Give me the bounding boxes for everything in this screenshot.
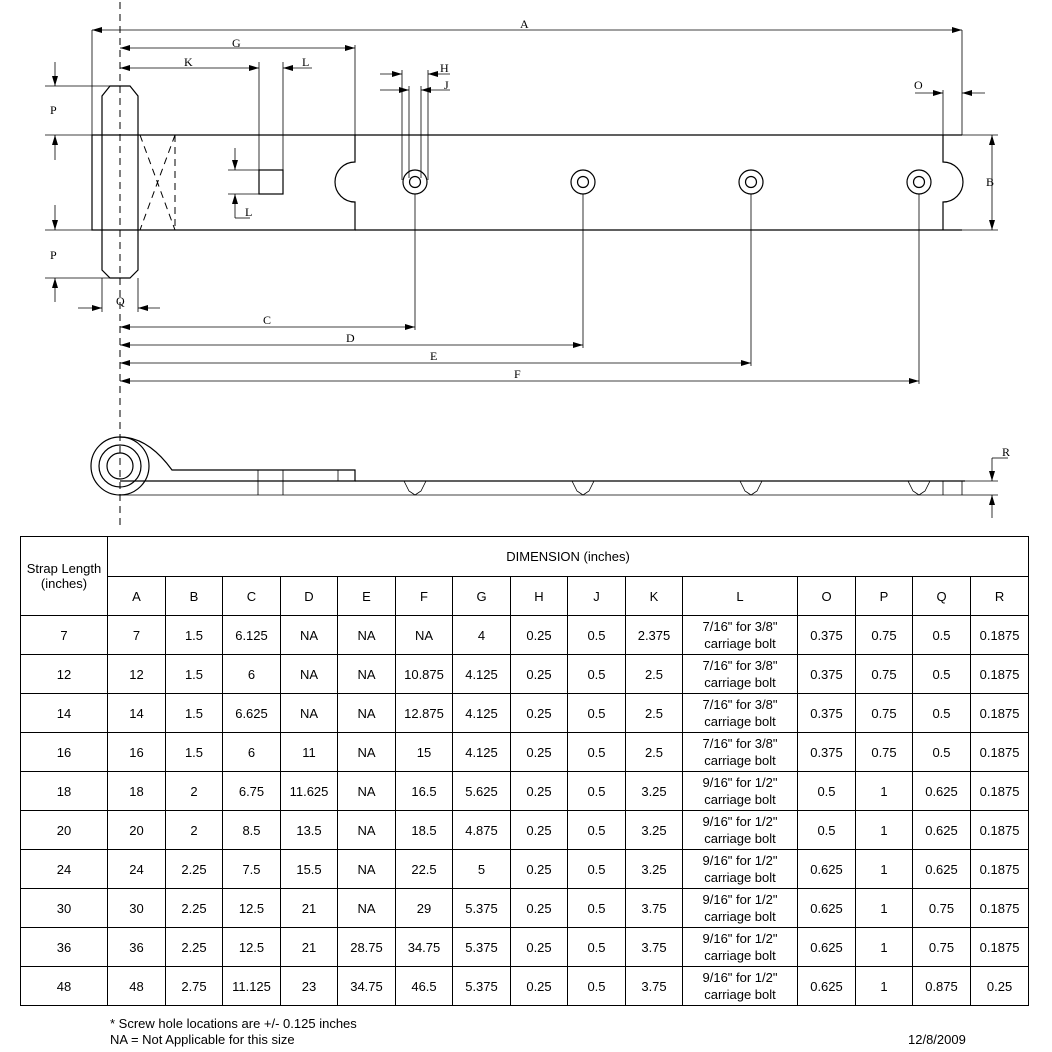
label-F: F bbox=[514, 367, 521, 381]
cell-r: 0.1875 bbox=[971, 772, 1029, 811]
table-row bbox=[21, 616, 1029, 655]
cell-f: 16.5 bbox=[396, 772, 453, 811]
cell-h: 0.25 bbox=[511, 850, 568, 889]
cell-k: 3.25 bbox=[626, 811, 683, 850]
cell-q: 0.625 bbox=[913, 850, 971, 889]
label-O: O bbox=[914, 78, 923, 92]
cell-j: 0.5 bbox=[568, 733, 626, 772]
cell-f: 12.875 bbox=[396, 694, 453, 733]
cell-b: 1.5 bbox=[166, 655, 223, 694]
cell-l bbox=[683, 889, 798, 928]
cell-p: 0.75 bbox=[856, 694, 913, 733]
cell-f: 29 bbox=[396, 889, 453, 928]
strap-length-cell: 18 bbox=[21, 772, 108, 811]
cell-j: 0.5 bbox=[568, 928, 626, 967]
cell-l-line1: 7/16" for 3/8" bbox=[702, 697, 778, 712]
cell-l-line2: carriage bolt bbox=[704, 636, 776, 651]
label-G: G bbox=[232, 36, 241, 50]
cell-a: 36 bbox=[108, 928, 166, 967]
cell-q: 0.5 bbox=[913, 694, 971, 733]
cell-l bbox=[683, 928, 798, 967]
cell-e: NA bbox=[338, 772, 396, 811]
cell-k: 3.75 bbox=[626, 928, 683, 967]
table-row bbox=[21, 967, 1029, 1006]
strap-length-cell: 14 bbox=[21, 694, 108, 733]
cell-g: 4.125 bbox=[453, 655, 511, 694]
cell-p: 0.75 bbox=[856, 733, 913, 772]
cell-k: 3.75 bbox=[626, 967, 683, 1006]
column-header-g: G bbox=[453, 577, 511, 616]
cell-a: 24 bbox=[108, 850, 166, 889]
label-E: E bbox=[430, 349, 438, 363]
strap-length-cell: 48 bbox=[21, 967, 108, 1006]
cell-l bbox=[683, 694, 798, 733]
column-header-k: K bbox=[626, 577, 683, 616]
cell-e: NA bbox=[338, 733, 396, 772]
cell-l-line1: 7/16" for 3/8" bbox=[702, 619, 778, 634]
column-header-l: L bbox=[683, 577, 798, 616]
footnotes bbox=[110, 1016, 357, 1048]
cell-o: 0.375 bbox=[798, 694, 856, 733]
cell-f: NA bbox=[396, 616, 453, 655]
cell-c: 6.75 bbox=[223, 772, 281, 811]
cell-h: 0.25 bbox=[511, 694, 568, 733]
cell-o: 0.625 bbox=[798, 889, 856, 928]
hinge-side-view bbox=[91, 437, 1011, 518]
cell-b: 1.5 bbox=[166, 733, 223, 772]
cell-c: 6.125 bbox=[223, 616, 281, 655]
cell-o: 0.625 bbox=[798, 967, 856, 1006]
cell-d: 11.625 bbox=[281, 772, 338, 811]
cell-p: 0.75 bbox=[856, 655, 913, 694]
cell-l-line2: carriage bolt bbox=[704, 714, 776, 729]
cell-a: 14 bbox=[108, 694, 166, 733]
cell-b: 2.25 bbox=[166, 889, 223, 928]
cell-f: 15 bbox=[396, 733, 453, 772]
cell-l bbox=[683, 616, 798, 655]
cell-r: 0.1875 bbox=[971, 655, 1029, 694]
cell-d: 23 bbox=[281, 967, 338, 1006]
column-header-q: Q bbox=[913, 577, 971, 616]
cell-c: 6 bbox=[223, 655, 281, 694]
cell-f: 10.875 bbox=[396, 655, 453, 694]
cell-c: 12.5 bbox=[223, 889, 281, 928]
cell-l bbox=[683, 967, 798, 1006]
cell-o: 0.625 bbox=[798, 850, 856, 889]
cell-c: 8.5 bbox=[223, 811, 281, 850]
cell-k: 3.25 bbox=[626, 772, 683, 811]
cell-f: 46.5 bbox=[396, 967, 453, 1006]
cell-d: NA bbox=[281, 694, 338, 733]
cell-h: 0.25 bbox=[511, 967, 568, 1006]
cell-l-line1: 9/16" for 1/2" bbox=[702, 775, 778, 790]
label-B: B bbox=[986, 175, 995, 189]
cell-g: 5.375 bbox=[453, 967, 511, 1006]
screw-note: * Screw hole locations are +/- 0.125 inches bbox=[110, 1016, 357, 1031]
cell-h: 0.25 bbox=[511, 811, 568, 850]
cell-l bbox=[683, 772, 798, 811]
column-header-o: O bbox=[798, 577, 856, 616]
cell-g: 4.125 bbox=[453, 733, 511, 772]
cell-r: 0.1875 bbox=[971, 811, 1029, 850]
cell-j: 0.5 bbox=[568, 694, 626, 733]
cell-q: 0.75 bbox=[913, 889, 971, 928]
cell-l bbox=[683, 733, 798, 772]
cell-o: 0.5 bbox=[798, 772, 856, 811]
cell-j: 0.5 bbox=[568, 850, 626, 889]
cell-r: 0.1875 bbox=[971, 616, 1029, 655]
cell-q: 0.5 bbox=[913, 733, 971, 772]
cell-b: 2 bbox=[166, 811, 223, 850]
cell-o: 0.375 bbox=[798, 733, 856, 772]
strap-length-cell: 24 bbox=[21, 850, 108, 889]
cell-k: 2.375 bbox=[626, 616, 683, 655]
dimension-labels bbox=[50, 17, 1010, 459]
cell-l-line1: 9/16" for 1/2" bbox=[702, 931, 778, 946]
label-P-top: P bbox=[50, 103, 57, 117]
cell-a: 48 bbox=[108, 967, 166, 1006]
cell-q: 0.875 bbox=[913, 967, 971, 1006]
cell-j: 0.5 bbox=[568, 616, 626, 655]
cell-a: 20 bbox=[108, 811, 166, 850]
cell-a: 30 bbox=[108, 889, 166, 928]
cell-j: 0.5 bbox=[568, 811, 626, 850]
column-header-r: R bbox=[971, 577, 1029, 616]
label-L-top: L bbox=[302, 55, 310, 69]
cell-c: 6 bbox=[223, 733, 281, 772]
cell-l-line2: carriage bolt bbox=[704, 831, 776, 846]
cell-b: 2.25 bbox=[166, 850, 223, 889]
column-header-p: P bbox=[856, 577, 913, 616]
strap-length-cell: 7 bbox=[21, 616, 108, 655]
cell-b: 2 bbox=[166, 772, 223, 811]
strap-length-cell: 20 bbox=[21, 811, 108, 850]
label-Q: Q bbox=[116, 294, 125, 308]
label-L-side: L bbox=[245, 205, 253, 219]
dimension-header: DIMENSION (inches) bbox=[108, 537, 1029, 577]
cell-c: 12.5 bbox=[223, 928, 281, 967]
na-note: NA = Not Applicable for this size bbox=[110, 1032, 295, 1047]
cell-h: 0.25 bbox=[511, 889, 568, 928]
cell-l bbox=[683, 811, 798, 850]
label-J: J bbox=[444, 78, 449, 92]
column-header-d: D bbox=[281, 577, 338, 616]
cell-d: NA bbox=[281, 655, 338, 694]
column-header-h: H bbox=[511, 577, 568, 616]
cell-q: 0.625 bbox=[913, 772, 971, 811]
cell-b: 2.75 bbox=[166, 967, 223, 1006]
cell-q: 0.75 bbox=[913, 928, 971, 967]
cell-b: 1.5 bbox=[166, 694, 223, 733]
cell-l-line2: carriage bolt bbox=[704, 675, 776, 690]
cell-r: 0.25 bbox=[971, 967, 1029, 1006]
cell-f: 34.75 bbox=[396, 928, 453, 967]
cell-l bbox=[683, 655, 798, 694]
cell-e: NA bbox=[338, 616, 396, 655]
cell-a: 16 bbox=[108, 733, 166, 772]
cell-p: 1 bbox=[856, 889, 913, 928]
cell-c: 6.625 bbox=[223, 694, 281, 733]
cell-r: 0.1875 bbox=[971, 733, 1029, 772]
cell-g: 4.875 bbox=[453, 811, 511, 850]
label-R: R bbox=[1002, 445, 1011, 459]
cell-e: NA bbox=[338, 889, 396, 928]
strap-length-cell: 36 bbox=[21, 928, 108, 967]
column-header-e: E bbox=[338, 577, 396, 616]
cell-d: 13.5 bbox=[281, 811, 338, 850]
label-A: A bbox=[520, 17, 529, 31]
cell-h: 0.25 bbox=[511, 616, 568, 655]
cell-h: 0.25 bbox=[511, 733, 568, 772]
cell-q: 0.5 bbox=[913, 655, 971, 694]
cell-l-line2: carriage bolt bbox=[704, 870, 776, 885]
cell-h: 0.25 bbox=[511, 928, 568, 967]
cell-l-line2: carriage bolt bbox=[704, 948, 776, 963]
cell-j: 0.5 bbox=[568, 772, 626, 811]
cell-p: 1 bbox=[856, 967, 913, 1006]
table-row bbox=[21, 850, 1029, 889]
cell-f: 22.5 bbox=[396, 850, 453, 889]
cell-l-line1: 9/16" for 1/2" bbox=[702, 853, 778, 868]
cell-d: 11 bbox=[281, 733, 338, 772]
cell-r: 0.1875 bbox=[971, 850, 1029, 889]
cell-r: 0.1875 bbox=[971, 694, 1029, 733]
cell-g: 5.375 bbox=[453, 889, 511, 928]
label-P-bottom: P bbox=[50, 248, 57, 262]
cell-g: 5.625 bbox=[453, 772, 511, 811]
cell-e: NA bbox=[338, 850, 396, 889]
table-row bbox=[21, 772, 1029, 811]
strap-length-header: Strap Length (inches) bbox=[21, 537, 108, 616]
table-body bbox=[21, 616, 1029, 1006]
cell-k: 3.25 bbox=[626, 850, 683, 889]
cell-o: 0.625 bbox=[798, 928, 856, 967]
table-row bbox=[21, 889, 1029, 928]
cell-p: 0.75 bbox=[856, 616, 913, 655]
cell-o: 0.375 bbox=[798, 616, 856, 655]
cell-d: NA bbox=[281, 616, 338, 655]
cell-h: 0.25 bbox=[511, 655, 568, 694]
cell-e: 28.75 bbox=[338, 928, 396, 967]
cell-c: 7.5 bbox=[223, 850, 281, 889]
cell-d: 21 bbox=[281, 889, 338, 928]
cell-r: 0.1875 bbox=[971, 928, 1029, 967]
cell-a: 18 bbox=[108, 772, 166, 811]
cell-a: 12 bbox=[108, 655, 166, 694]
cell-h: 0.25 bbox=[511, 772, 568, 811]
column-header-a: A bbox=[108, 577, 166, 616]
cell-a: 7 bbox=[108, 616, 166, 655]
strap-length-cell: 12 bbox=[21, 655, 108, 694]
cell-l-line1: 9/16" for 1/2" bbox=[702, 814, 778, 829]
cell-l-line2: carriage bolt bbox=[704, 792, 776, 807]
drawing-date: 12/8/2009 bbox=[908, 1032, 966, 1047]
cell-l bbox=[683, 850, 798, 889]
label-H: H bbox=[440, 61, 449, 75]
label-D: D bbox=[346, 331, 355, 345]
cell-l-line1: 7/16" for 3/8" bbox=[702, 736, 778, 751]
cell-c: 11.125 bbox=[223, 967, 281, 1006]
column-header-c: C bbox=[223, 577, 281, 616]
cell-k: 3.75 bbox=[626, 889, 683, 928]
cell-k: 2.5 bbox=[626, 655, 683, 694]
cell-l-line1: 9/16" for 1/2" bbox=[702, 970, 778, 985]
cell-l-line1: 7/16" for 3/8" bbox=[702, 658, 778, 673]
cell-l-line1: 9/16" for 1/2" bbox=[702, 892, 778, 907]
cell-k: 2.5 bbox=[626, 733, 683, 772]
column-header-b: B bbox=[166, 577, 223, 616]
cell-p: 1 bbox=[856, 772, 913, 811]
table-row bbox=[21, 655, 1029, 694]
cell-g: 5 bbox=[453, 850, 511, 889]
cell-d: 21 bbox=[281, 928, 338, 967]
cell-e: NA bbox=[338, 811, 396, 850]
cell-e: 34.75 bbox=[338, 967, 396, 1006]
cell-j: 0.5 bbox=[568, 889, 626, 928]
column-header-row bbox=[21, 577, 1029, 616]
table-row bbox=[21, 928, 1029, 967]
cell-j: 0.5 bbox=[568, 967, 626, 1006]
cell-k: 2.5 bbox=[626, 694, 683, 733]
cell-j: 0.5 bbox=[568, 655, 626, 694]
strap-length-cell: 30 bbox=[21, 889, 108, 928]
dimension-table bbox=[20, 536, 1029, 1006]
cell-d: 15.5 bbox=[281, 850, 338, 889]
cell-q: 0.625 bbox=[913, 811, 971, 850]
table-row bbox=[21, 811, 1029, 850]
cell-l-line2: carriage bolt bbox=[704, 909, 776, 924]
cell-r: 0.1875 bbox=[971, 889, 1029, 928]
column-header-f: F bbox=[396, 577, 453, 616]
table-row bbox=[21, 733, 1029, 772]
label-C: C bbox=[263, 313, 272, 327]
cell-b: 1.5 bbox=[166, 616, 223, 655]
column-header-j: J bbox=[568, 577, 626, 616]
cell-e: NA bbox=[338, 655, 396, 694]
cell-e: NA bbox=[338, 694, 396, 733]
cell-g: 4 bbox=[453, 616, 511, 655]
cell-q: 0.5 bbox=[913, 616, 971, 655]
cell-b: 2.25 bbox=[166, 928, 223, 967]
dimension-lines bbox=[55, 30, 995, 381]
hinge-top-view bbox=[45, 30, 998, 384]
cell-l-line2: carriage bolt bbox=[704, 987, 776, 1002]
table-row bbox=[21, 694, 1029, 733]
strap-length-cell: 16 bbox=[21, 733, 108, 772]
label-K: K bbox=[184, 55, 193, 69]
cell-l-line2: carriage bolt bbox=[704, 753, 776, 768]
cell-o: 0.5 bbox=[798, 811, 856, 850]
cell-p: 1 bbox=[856, 928, 913, 967]
cell-f: 18.5 bbox=[396, 811, 453, 850]
cell-g: 5.375 bbox=[453, 928, 511, 967]
cell-o: 0.375 bbox=[798, 655, 856, 694]
cell-g: 4.125 bbox=[453, 694, 511, 733]
cell-p: 1 bbox=[856, 850, 913, 889]
cell-p: 1 bbox=[856, 811, 913, 850]
